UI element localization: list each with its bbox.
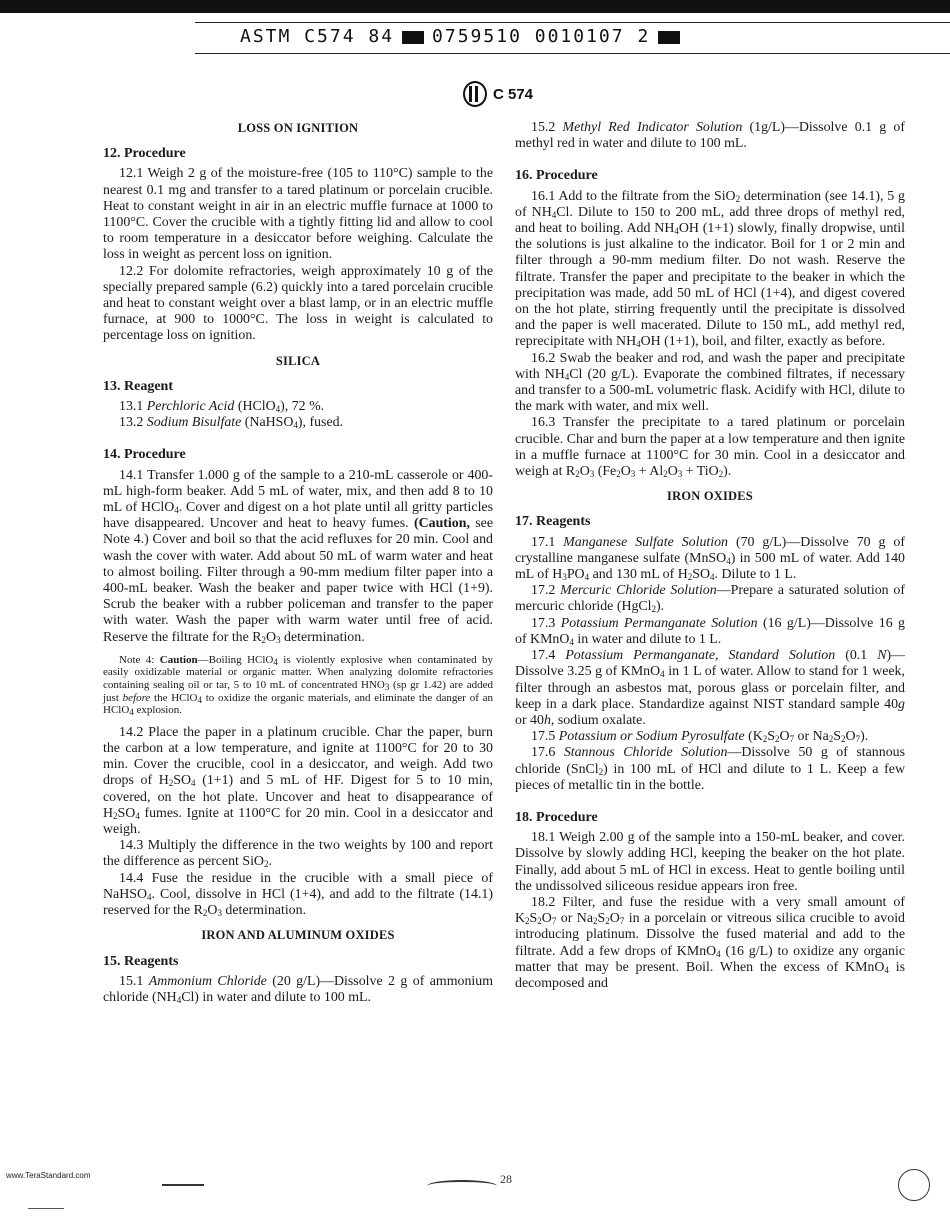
heading-15: 15. Reagents <box>103 953 179 969</box>
para-17-3: 17.3 Potassium Permanganate Solution (16 g/L)—Dissolve 16 g of KMnO$_4$ in water and dilute to 1 L. <box>515 615 905 647</box>
designation-header <box>463 81 533 107</box>
page-number: 28 <box>500 1172 512 1186</box>
para-17-4: 17.4 Potassium Permanganate, Standard Solution (0.1 N)—Dissolve 3.25 g of KMnO$_4$ in 1 L of water. Allow to stand for 1 week, filter through an asbestos mat, porous glass or porcelain filter, and keep in a dark place. Standardize against NIST standard sample 40g or 40h, sodium oxalate. <box>515 648 905 728</box>
redaction-block <box>658 31 680 44</box>
para-15-2: 15.2 Methyl Red Indicator Solution (1g/L)—Dissolve 0.1 g of methyl red in water and dilute to 100 mL. <box>515 120 905 152</box>
footer-mark-bottom <box>28 1208 64 1209</box>
section-title-iron-aluminum-oxides: IRON AND ALUMINUM OXIDES <box>201 928 395 943</box>
heading-16: 16. Procedure <box>515 168 598 184</box>
para-13-2: 13.2 Sodium Bisulfate (NaHSO$_4$), fused. <box>119 415 344 431</box>
para-17-1: 17.1 Manganese Sulfate Solution (70 g/L)—Dissolve 70 g of crystalline manganese sulfate (MnSO$_4$) in 500 mL of water. Add 140 mL of $H_3PO_4$ and 130 mL of $H_2SO_4$. Dilute to 1 L. <box>515 534 906 583</box>
footer-mark <box>162 1184 204 1186</box>
heading-12: 12. Procedure <box>103 146 186 162</box>
para-17-5: 17.5 Potassium or Sodium Pyrosulfate ($K_2S_2O_7$ or $Na_2S_2O_7$). <box>531 729 869 745</box>
para-16-2: 16.2 Swab the beaker and rod, and wash the paper and precipitate with $NH_4Cl$ (20 g/L). Evaporate the combined filtrates, if necessary and transfer to a 500-mL volumetric flask. Acidify with HCl, dilute to the mark with water, and mix well. <box>515 350 905 415</box>
header-rule-bottom <box>195 53 950 54</box>
para-14-3: 14.3 Multiply the difference in the two weights by 100 and report the difference as percent SiO$_2$. <box>103 838 493 870</box>
top-black-bar <box>0 0 950 13</box>
para-18-2: 18.2 Filter, and fuse the residue with a very small amount of $K_2S_2O_7$ or $Na_2S_2O_7$ in a porcelain or vitreous silica crucible to avoid introducing platinum. Dissolve the fused material and add to the filtrate. Add a few drops of KMnO$_4$ (16 g/L) to oxidize any organic matter that may be present. Boil. When the excess of KMnO$_4$ is decomposed and <box>515 894 905 991</box>
designation: C 574 <box>493 85 534 103</box>
header-identifier <box>240 26 688 47</box>
note-4: Note 4: Caution—Boiling HClO$_4$ is violently explosive when contaminated by easily oxidizable material or organic matter. When analyzing dolomite refractories containing sealing oil or tar, 5 to 10 mL of concentrated $HNO_3$ (sp gr 1.42) are added just before the HClO$_4$ to oxidize the organic materials, and eliminate the danger of an HClO$_4$ explosion. <box>103 653 493 718</box>
para-16-3: 16.3 Transfer the precipitate to a tared platinum or porcelain crucible. Char and burn the paper at a low temperature and then ignite in a muffle furnace at 1100°C for 30 min. Cool in a desiccator and weigh at $R_2O_3$ $(Fe_2O_3 + Al_2O_3 + TiO_2)$. <box>515 415 905 480</box>
para-13-1: 13.1 Perchloric Acid (HClO$_4$), 72 %. <box>119 399 325 415</box>
right-column <box>515 120 905 992</box>
para-17-2: 17.2 Mercuric Chloride Solution—Prepare a saturated solution of mercuric chloride (HgCl$_2$). <box>515 583 906 615</box>
para-12-2: 12.2 For dolomite refractories, weigh approximately 10 g of the specially prepared sample (6.2) quickly into a tared porcelain crucible and heat to constant weight over a blast lamp, or in an electric muffle furnace, at 900 to 1000°C. The loss in weight is calculated to percentage loss on ignition. <box>103 263 493 344</box>
heading-18: 18. Procedure <box>515 809 598 825</box>
left-column <box>103 120 493 1006</box>
section-title-loss-on-ignition: LOSS ON IGNITION <box>237 121 359 135</box>
section-title-iron-oxides: IRON OXIDES <box>667 489 753 504</box>
para-15-1: 15.1 Ammonium Chloride (20 g/L)—Dissolve 2 g of ammonium chloride $(NH_4Cl)$ in water and dilute to 100 mL. <box>103 973 494 1005</box>
footer-swoosh <box>427 1180 497 1192</box>
footer-url: www.TeraStandard.com <box>6 1171 91 1180</box>
redaction-block <box>402 31 424 44</box>
heading-14: 14. Procedure <box>103 447 186 463</box>
para-14-2: 14.2 Place the paper in a platinum crucible. Char the paper, burn the carbon at a low temperature, and ignite at 1100°C for 20 to 30 min. Cover the crucible, cool in a desiccator, and weigh. Add two drops of $H_2SO_4$ (1+1) and 5 mL of HF. Digest for 5 to 10 min, covered, on the hot plate. Uncover and heat to disappearance of $H_2SO_4$ fumes. Ignite at 1100°C for 20 min. Cool in a desiccator and weigh. <box>103 724 493 838</box>
para-12-1: 12.1 Weigh 2 g of the moisture-free (105 to 110°C) sample to the nearest 0.1 mg and transfer to a tared platinum or porcelain crucible. Heat to constant weight in air in an electric muffle furnace at 1000 to 1100°C. Cover the crucible with a tightly fitting lid and allow to cool to room temperature in a desiccator before weighing. Calculate the loss in weight as percent loss on ignition. <box>103 166 493 263</box>
astm-logo-icon <box>463 81 487 107</box>
header-rule-top <box>195 22 950 23</box>
para-14-4: 14.4 Fuse the residue in the crucible with a small piece of NaHSO$_4$. Cool, dissolve in HCl (1+4), and add to the filtrate (14.1) reserved for the $R_2O_3$ determination. <box>103 870 493 919</box>
para-14-1: 14.1 Transfer 1.000 g of the sample to a 210-mL casserole or 400-mL high-form beaker. Add 5 mL of water, mix, and then add 8 to 10 mL of HClO$_4$. Cover and digest on a hot plate until all gritty particles have disappeared. Uncover and heat to heavy fumes. (Caution, see Note 4.) Cover and boil so that the acid refluxes for 20 min. Cool and wash the cover with water. Add about 50 mL of warm water and heat to almost boiling. Filter through a 90-mm medium filter paper into a 400-mL beaker. Wash the beaker and paper twice with HCl (1+9). Scrub the beaker with a rubber policeman and transfer to the paper with water. Wash the paper with warm water until free of acid. Reserve the filtrate for the $R_2O_3$ determination. <box>103 467 493 645</box>
heading-13: 13. Reagent <box>103 378 173 394</box>
circle-mark-icon <box>898 1169 930 1201</box>
document-numbers: 0759510 0010107 2 <box>432 26 651 47</box>
para-17-6: 17.6 Stannous Chloride Solution—Dissolve 50 g of stannous chloride (SnCl$_2$) in 100 mL of HCl and dilute to 1 L. Keep a few pieces of metallic tin in the bottle. <box>515 745 905 793</box>
heading-17: 17. Reagents <box>515 514 591 530</box>
section-title-silica: SILICA <box>275 353 321 368</box>
standard-code: ASTM C574 84 <box>240 26 395 47</box>
para-18-1: 18.1 Weigh 2.00 g of the sample into a 150-mL beaker, and cover. Dissolve by slowly adding HCl, keeping the beaker on the hot plate. Finally, add about 5 mL of HCl in excess. Heat to gentle boiling until the undissolved siliceous residue appears iron free. <box>515 830 905 894</box>
para-16-1: 16.1 Add to the filtrate from the SiO$_2$ determination (see 14.1), 5 g of $NH_4Cl$. Dilute to 150 to 200 mL, add three drops of methyl red, and heat to boiling. Add $NH_4OH$ (1+1) slowly, finally dropwise, until the solutions is just alkaline to the indicator. Boil for 1 or 2 min and filter through a 90-mm medium filter. Do not wash. Reserve the filtrate. Transfer the paper and precipitate to the beaker in which the precipitation was made, add 50 mL of HCl (1+4), and digest covered on the hot plate, stirring frequently until the precipitate is dissolved and the paper is well macerated. Dilute to 150 mL, add methyl red, reprecipitate with $NH_4OH$ (1+1), boil, and filter, exactly as before. <box>515 188 905 350</box>
